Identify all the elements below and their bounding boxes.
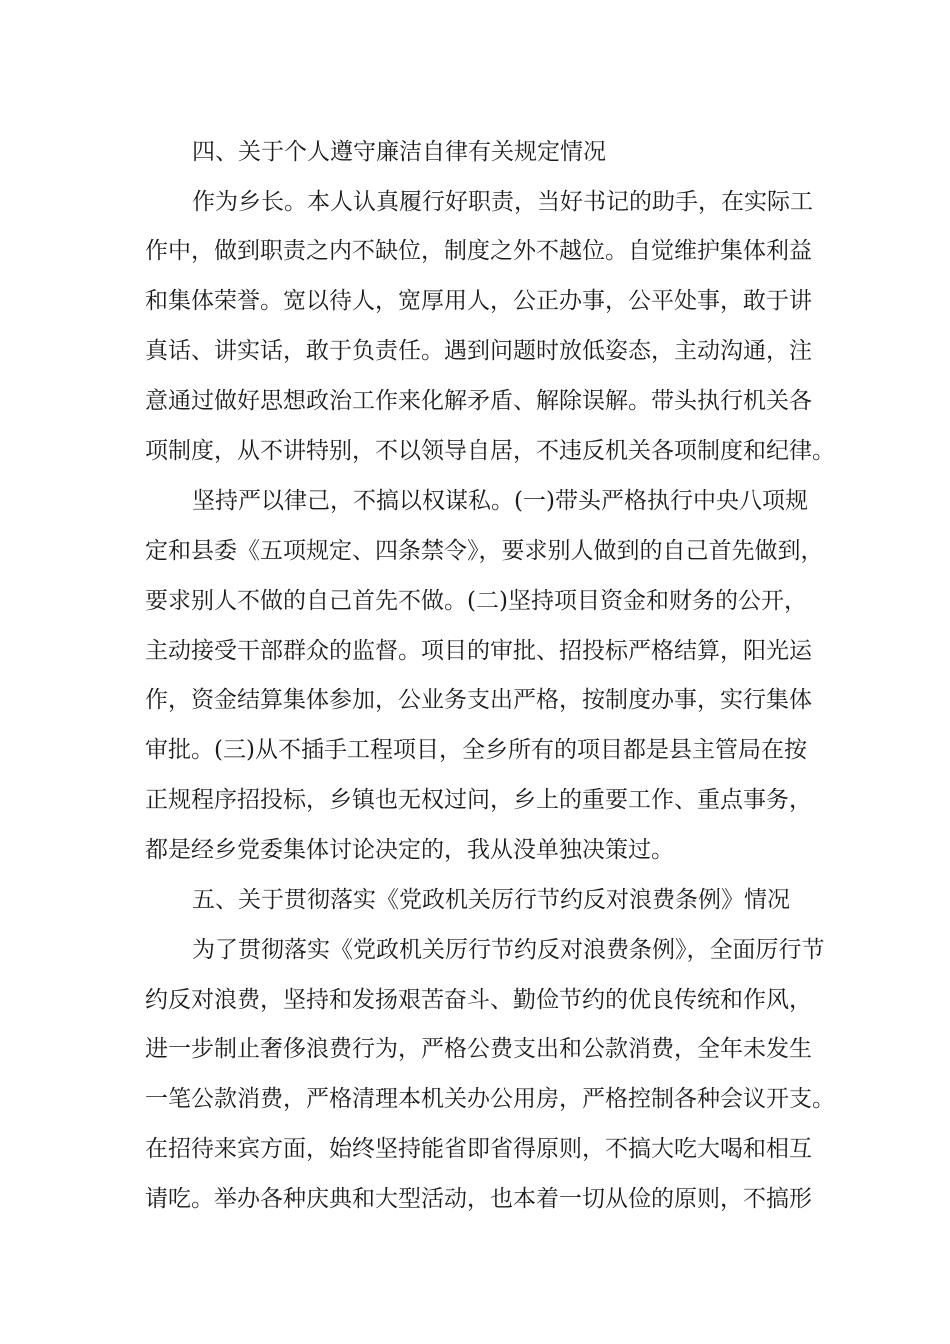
section-heading-4: 四、关于个人遵守廉洁自律有关规定情况	[192, 139, 606, 165]
paragraph-line: 作，资金结算集体参加，公业务支出严格，按制度办事，实行集体	[145, 687, 812, 713]
paragraph-line: 作中，做到职责之内不缺位，制度之外不越位。自觉维护集体利益	[145, 238, 812, 264]
paragraph-line: 真话、讲实话，敢于负责任。遇到问题时放低姿态，主动沟通，注	[145, 338, 812, 364]
section-heading-5: 五、关于贯彻落实《党政机关厉行节约反对浪费条例》情况	[192, 887, 790, 913]
paragraph-line: 正规程序招投标，乡镇也无权过问，乡上的重要工作、重点事务，	[145, 787, 812, 813]
paragraph-line: 意通过做好思想政治工作来化解矛盾、解除误解。带头执行机关各	[145, 388, 812, 414]
paragraph-line: 在招待来宾方面，始终坚持能省即省得原则，不搞大吃大喝和相互	[145, 1136, 812, 1162]
paragraph-line: 项制度，从不讲特别，不以领导自居，不违反机关各项制度和纪律。	[145, 438, 835, 464]
paragraph-line: 定和县委《五项规定、四条禁令》，要求别人做到的自己首先做到，	[145, 538, 824, 564]
paragraph-line: 为了贯彻落实《党政机关厉行节约反对浪费条例》，全面厉行节	[192, 937, 825, 963]
paragraph-line: 进一步制止奢侈浪费行为，严格公费支出和公款消费，全年未发生	[145, 1036, 812, 1062]
paragraph-line: 作为乡长。本人认真履行好职责，当好书记的助手，在实际工	[192, 189, 813, 215]
paragraph-line: 审批。(三)从不插手工程项目，全乡所有的项目都是县主管局在按	[145, 737, 807, 763]
paragraph-line: 坚持严以律己，不搞以权谋私。(一)带头严格执行中央八项规	[192, 488, 808, 514]
paragraph-line: 一笔公款消费，严格清理本机关办公用房，严格控制各种会议开支。	[145, 1086, 835, 1112]
paragraph-line: 和集体荣誉。宽以待人，宽厚用人，公正办事，公平处事，敢于讲	[145, 288, 812, 314]
paragraph-line: 要求别人不做的自己首先不做。(二)坚持项目资金和财务的公开，	[145, 588, 807, 614]
paragraph-line: 主动接受干部群众的监督。项目的审批、招投标严格结算，阳光运	[145, 638, 812, 664]
paragraph-line: 都是经乡党委集体讨论决定的，我从没单独决策过。	[145, 837, 674, 863]
paragraph-line: 请吃。举办各种庆典和大型活动，也本着一切从俭的原则，不搞形	[145, 1186, 812, 1212]
paragraph-line: 约反对浪费，坚持和发扬艰苦奋斗、勤俭节约的优良传统和作风，	[145, 987, 812, 1013]
